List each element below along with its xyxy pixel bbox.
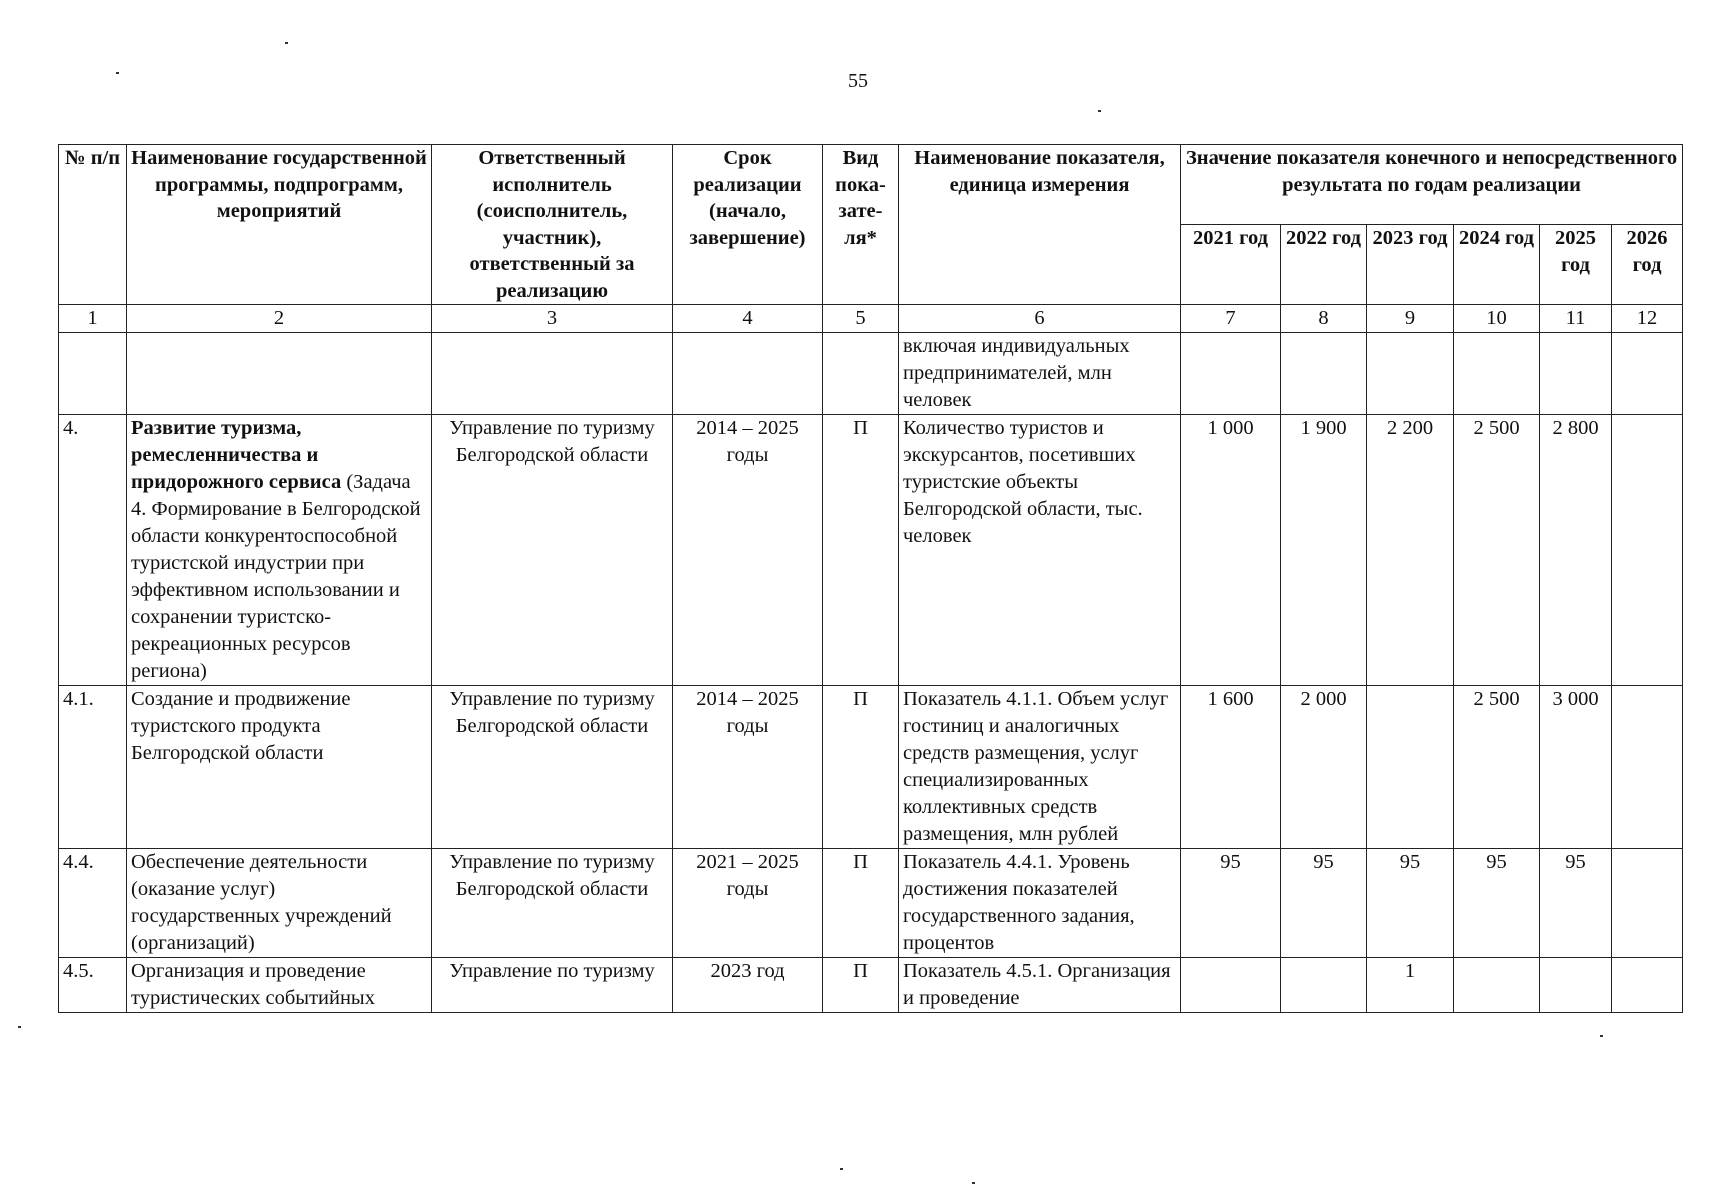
column-number: 1 — [59, 305, 127, 333]
row-value: 95 — [1454, 849, 1540, 958]
row-value — [1540, 333, 1612, 415]
row-value — [1612, 849, 1683, 958]
row-value — [1612, 686, 1683, 849]
row-value: 2 500 — [1454, 415, 1540, 686]
row-value: 95 — [1181, 849, 1281, 958]
row-program-name — [127, 333, 432, 415]
row-value — [1540, 958, 1612, 1013]
table-row — [59, 686, 1683, 849]
row-kind: П — [823, 686, 899, 849]
row-indicator: Показатель 4.4.1. Уровень достижения показателей государственного задания, процентов — [899, 849, 1181, 958]
page-number: 55 — [848, 70, 868, 92]
row-period: 2023 год — [673, 958, 823, 1013]
header-program-name: Наименование государственной программы, подпрограмм, мероприятий — [127, 145, 432, 305]
row-number: 4. — [59, 415, 127, 686]
scan-speck — [116, 72, 119, 74]
column-number: 4 — [673, 305, 823, 333]
header-responsible: Ответственный исполнитель (соисполнитель, участник), ответственный за реализацию — [432, 145, 673, 305]
row-kind: П — [823, 849, 899, 958]
row-value: 95 — [1540, 849, 1612, 958]
row-value — [1367, 333, 1454, 415]
column-number: 10 — [1454, 305, 1540, 333]
row-program-name: Обеспечение деятельности (оказание услуг) государственных учреждений (организаций) — [127, 849, 432, 958]
row-value — [1454, 958, 1540, 1013]
scan-speck — [1600, 1035, 1603, 1037]
row-period: 2014 – 2025 годы — [673, 415, 823, 686]
scan-speck — [285, 42, 288, 44]
table-row — [59, 333, 1683, 415]
column-number: 11 — [1540, 305, 1612, 333]
table-row — [59, 958, 1683, 1013]
row-value: 2 000 — [1281, 686, 1367, 849]
row-indicator: Показатель 4.5.1. Организация и проведение — [899, 958, 1181, 1013]
row-period: 2021 – 2025 годы — [673, 849, 823, 958]
header-year: 2021 год — [1181, 225, 1281, 305]
column-number: 6 — [899, 305, 1181, 333]
row-responsible: Управление по туризму Белгородской области — [432, 686, 673, 849]
row-number: 4.5. — [59, 958, 127, 1013]
table-row — [59, 415, 1683, 686]
row-value — [1612, 958, 1683, 1013]
row-value — [1181, 958, 1281, 1013]
header-values-group: Значение показателя конечного и непосредственного результата по годам реализации — [1181, 145, 1683, 225]
header-year: 2023 год — [1367, 225, 1454, 305]
row-indicator: включая индивидуальных предпринимателей, млн человек — [899, 333, 1181, 415]
row-responsible — [432, 333, 673, 415]
row-indicator: Показатель 4.1.1. Объем услуг гостиниц и аналогичных средств размещения, услуг специализированных коллективных средств размещения, млн рублей — [899, 686, 1181, 849]
program-title: Развитие туризма, ремесленничества и придорожного сервиса — [131, 417, 342, 493]
row-program-name — [127, 415, 432, 686]
table-row — [59, 849, 1683, 958]
column-number: 2 — [127, 305, 432, 333]
row-program-name: Организация и проведение туристических событийных — [127, 958, 432, 1013]
scan-speck — [972, 1182, 975, 1184]
row-value — [1367, 686, 1454, 849]
row-value: 1 000 — [1181, 415, 1281, 686]
row-responsible: Управление по туризму Белгородской области — [432, 849, 673, 958]
row-number — [59, 333, 127, 415]
column-number: 5 — [823, 305, 899, 333]
column-numbers-row — [59, 305, 1683, 333]
row-value: 2 800 — [1540, 415, 1612, 686]
header-year: 2026 год — [1612, 225, 1683, 305]
program-table — [58, 144, 1683, 1013]
row-indicator: Количество туристов и экскурсантов, посетивших туристские объекты Белгородской области, тыс. человек — [899, 415, 1181, 686]
column-number: 8 — [1281, 305, 1367, 333]
row-value — [1181, 333, 1281, 415]
row-value — [1454, 333, 1540, 415]
row-responsible: Управление по туризму — [432, 958, 673, 1013]
row-period — [673, 333, 823, 415]
scan-speck — [840, 1168, 843, 1170]
program-task: (Задача 4. Формирование в Белгородской области конкурентоспособной туристской индустрии при эффективном использовании и сохранении туристско-рекреационных ресурсов региона) — [131, 471, 421, 682]
row-value: 1 900 — [1281, 415, 1367, 686]
row-value — [1612, 333, 1683, 415]
row-value — [1281, 958, 1367, 1013]
row-kind — [823, 333, 899, 415]
row-program-name: Создание и продвижение туристского продукта Белгородской области — [127, 686, 432, 849]
row-value: 2 500 — [1454, 686, 1540, 849]
row-responsible: Управление по туризму Белгородской области — [432, 415, 673, 686]
row-value: 95 — [1281, 849, 1367, 958]
column-number: 7 — [1181, 305, 1281, 333]
row-value: 3 000 — [1540, 686, 1612, 849]
scan-speck — [1098, 110, 1101, 112]
header-year: 2025 год — [1540, 225, 1612, 305]
column-number: 3 — [432, 305, 673, 333]
scan-speck — [18, 1026, 21, 1028]
column-number: 9 — [1367, 305, 1454, 333]
row-number: 4.1. — [59, 686, 127, 849]
header-row — [59, 145, 1683, 225]
header-indicator-name: Наименование показателя, единица измерения — [899, 145, 1181, 305]
header-year: 2022 год — [1281, 225, 1367, 305]
row-number: 4.4. — [59, 849, 127, 958]
header-indicator-kind: Вид пока-зате-ля* — [823, 145, 899, 305]
row-value: 95 — [1367, 849, 1454, 958]
row-value: 2 200 — [1367, 415, 1454, 686]
row-kind: П — [823, 958, 899, 1013]
header-number: № п/п — [59, 145, 127, 305]
row-value — [1612, 415, 1683, 686]
header-period: Срок реализации (начало, завершение) — [673, 145, 823, 305]
header-year: 2024 год — [1454, 225, 1540, 305]
column-number: 12 — [1612, 305, 1683, 333]
row-kind: П — [823, 415, 899, 686]
row-period: 2014 – 2025 годы — [673, 686, 823, 849]
row-value: 1 — [1367, 958, 1454, 1013]
row-value — [1281, 333, 1367, 415]
row-value: 1 600 — [1181, 686, 1281, 849]
